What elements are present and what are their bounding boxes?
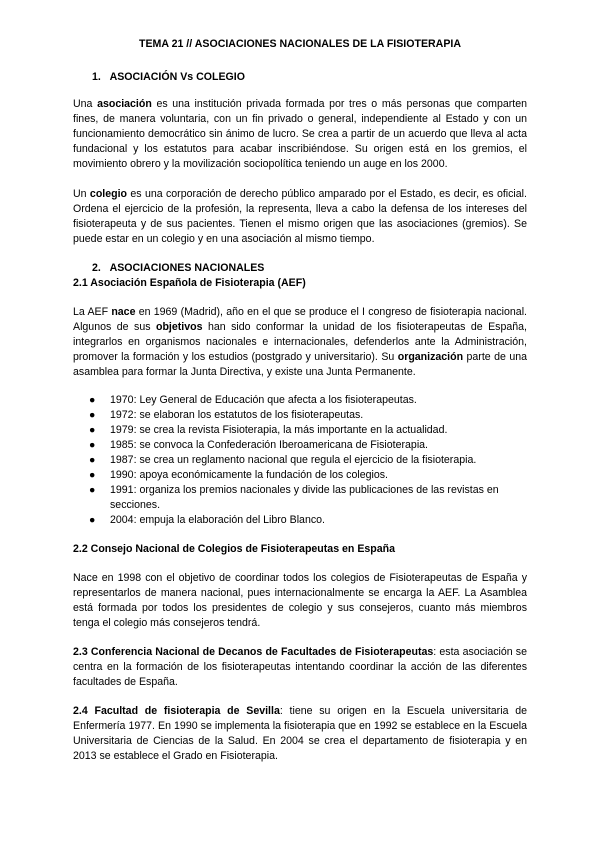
asociacion-term: asociación: [97, 98, 152, 110]
aef-paragraph: [73, 305, 527, 380]
list-item: [73, 408, 527, 423]
aef-text-3: han sido conformar la unidad de los fisioterapeutas de España, integrarlos en organismos nacionales e internacionales, defenderlos ante la Administración, promover la formación y los estudios (postgrado y universitario). Su: [73, 321, 527, 363]
sevilla-text: : tiene su origen en la Escuela universitaria de Enfermería 1977. En 1990 se implementa la fisioterapia que en 1992 se establece en la Escuela Universitaria de Ciencias de la Salud. En 2004 se crea el departamento de fisioterapia y en 2013 se establece el Grado en Fisioterapia.: [73, 705, 527, 762]
aef-text-2: en 1969 (Madrid), año en el que se produce el I congreso de fisioterapia nacional. Algunos de sus: [73, 306, 527, 333]
subsection-2-4-heading: 2.4 Facultad de fisioterapia de Sevilla: [73, 705, 280, 717]
bullet-icon: ●: [89, 514, 96, 526]
list-item: [73, 483, 527, 513]
bullet-icon: ●: [89, 439, 96, 451]
subsection-2-2-heading: 2.2 Consejo Nacional de Colegios de Fisioterapeutas en España: [73, 543, 396, 555]
list-item: [73, 393, 527, 408]
section-2-number: 2.: [92, 262, 101, 274]
list-item: [73, 513, 527, 528]
section-1-heading: [92, 70, 245, 85]
section-1-number: 1.: [92, 71, 101, 83]
asociacion-p-lead: Una: [73, 98, 98, 110]
list-item-text: 1990: apoya económicamente la fundación de los colegios.: [110, 469, 388, 481]
bullet-icon: ●: [89, 484, 96, 496]
colegio-term: colegio: [89, 188, 128, 200]
subsection-2-3-heading: 2.3 Conferencia Nacional de Decanos de Facultades de Fisioterapeutas: [73, 646, 434, 658]
section-2-title: ASOCIACIONES NACIONALES: [109, 262, 265, 274]
conferencia-paragraph: [73, 645, 527, 690]
section-1-title: ASOCIACIÓN Vs COLEGIO: [109, 71, 245, 83]
consejo-paragraph: Nace en 1998 con el objetivo de coordinar todos los colegios de Fisioterapeutas de España y representarlos de manera nacional, pues internacionalmente se encarga la AEF. La Asamblea está formada por todos los presidentes de colegio y sus consejeros, cuanto más miembros tenga el colegio más consejeros tendrá.: [73, 572, 527, 629]
section-2-heading: [92, 261, 264, 276]
colegio-p-body: es una corporación de derecho público amparado por el Estado, es decir, es oficial. Ordena el ejercicio de la profesión, la representa, lleva a cabo la defensa de los intereses del fisioterapeuta y de sus pacientes. Tienen el mismo origen que las asociaciones (gremios). Se puede estar en un colegio y en una asociación al mismo tiempo.: [73, 188, 527, 245]
aef-text-4: parte de una asamblea para formar la Junta Directiva, y existe una Junta Permanente.: [73, 351, 527, 378]
list-item-text: 1972: se elaboran los estatutos de los fisioterapeutas.: [110, 409, 364, 421]
bullet-icon: ●: [89, 454, 96, 466]
asociacion-p-body: es una institución privada formada por tres o más personas que comparten fines, de manera voluntaria, con un fin privado o general, independiente al Estado y con un funcionamiento democrático sin ánimo de lucro. Se crea a partir de un acuerdo que lleva al acta fundacional y los estatutos para acabar inscribiéndose. Su origen está en los gremios, el movimiento obrero y la movilización sociopolítica teniendo un auge en los 2000.: [73, 98, 527, 170]
list-item-text: 1970: Ley General de Educación que afecta a los fisioterapeutas.: [110, 394, 417, 406]
bullet-icon: ●: [89, 394, 96, 406]
list-item-text: 1991: organiza los premios nacionales y divide las publicaciones de las revistas en secciones.: [110, 484, 499, 511]
list-item: [73, 453, 527, 468]
list-item: [73, 468, 527, 483]
aef-objetivos-term: objetivos: [155, 321, 203, 333]
bullet-icon: ●: [89, 409, 96, 421]
document-title: TEMA 21 // ASOCIACIONES NACIONALES DE LA FISIOTERAPIA: [139, 38, 461, 50]
list-item-text: 1985: se convoca la Confederación Iberoamericana de Fisioterapia.: [110, 439, 429, 451]
list-item-text: 1979: se crea la revista Fisioterapia, la más importante en la actualidad.: [110, 424, 448, 436]
sevilla-paragraph: [73, 704, 527, 764]
list-item-text: 1987: se crea un reglamento nacional que regula el ejercicio de la fisioterapia.: [110, 454, 477, 466]
aef-nace-term: nace: [111, 306, 136, 318]
list-item: [73, 438, 527, 453]
conferencia-text: : esta asociación se centra en la formación de los fisioterapeutas intentando coordinar la acción de las diferentes facultades de España.: [73, 646, 527, 688]
bullet-icon: ●: [89, 469, 96, 481]
aef-timeline-list: [73, 393, 527, 528]
list-item: [73, 423, 527, 438]
aef-organizacion-term: organización: [397, 351, 464, 363]
colegio-p-lead: Un: [73, 188, 90, 200]
colegio-paragraph: [73, 187, 527, 247]
subsection-2-1-heading: 2.1 Asociación Española de Fisioterapia (AEF): [73, 277, 306, 289]
aef-text-1: La AEF: [73, 306, 112, 318]
list-item-text: 2004: empuja la elaboración del Libro Blanco.: [110, 514, 325, 526]
bullet-icon: ●: [89, 424, 96, 436]
asociacion-paragraph: [73, 97, 527, 172]
